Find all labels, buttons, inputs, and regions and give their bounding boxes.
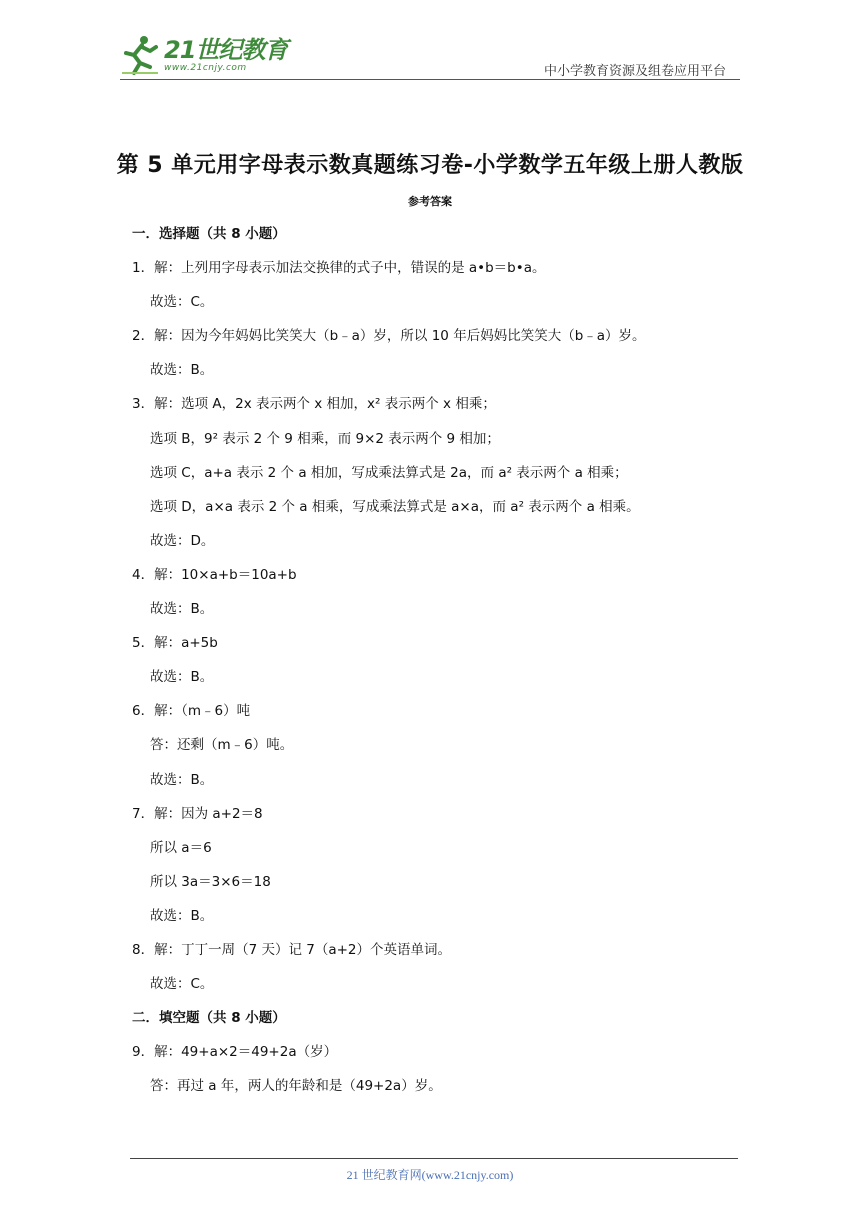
answer-line: 所以 3a＝3×6＝18 xyxy=(150,873,271,890)
answer-line: 故选：B。 xyxy=(150,362,214,379)
answer-line: 故选：C。 xyxy=(150,294,214,311)
answer-line: 选项 C，a+a 表示 2 个 a 相加，写成乘法算式是 2a，而 a² 表示两个 a 相乘； xyxy=(150,464,628,481)
logo-title: 21世纪教育 xyxy=(164,36,288,64)
runner-logo-icon xyxy=(120,33,160,77)
answer-line: 6．解：（m﹣6）吨 xyxy=(132,703,251,720)
answer-line: 9．解：49+a×2＝49+2a（岁） xyxy=(132,1044,338,1061)
answer-line: 故选：C。 xyxy=(150,976,214,993)
page-subtitle: 参考答案 xyxy=(408,195,452,208)
answer-line: 选项 B，9² 表示 2 个 9 相乘，而 9×2 表示两个 9 相加； xyxy=(150,430,500,447)
answer-line: 7．解：因为 a+2＝8 xyxy=(132,805,263,822)
answer-content xyxy=(132,222,752,1108)
answer-line: 答：还剩（m﹣6）吨。 xyxy=(150,737,294,754)
section-heading: 一．选择题（共 8 小题） xyxy=(132,226,286,242)
answer-line: 故选：B。 xyxy=(150,669,214,686)
answer-line: 故选：B。 xyxy=(150,601,214,618)
footer-divider xyxy=(130,1158,738,1159)
answer-line: 故选：B。 xyxy=(150,907,214,924)
answer-line: 5．解：a+5b xyxy=(132,635,218,652)
logo-url: www.21cnjy.com xyxy=(164,63,247,73)
answer-line: 答：再过 a 年，两人的年龄和是（49+2a）岁。 xyxy=(150,1078,442,1095)
answer-line: 4．解：10×a+b＝10a+b xyxy=(132,566,297,583)
section-heading: 二．填空题（共 8 小题） xyxy=(132,1010,286,1027)
answer-line: 选项 D，a×a 表示 2 个 a 相乘，写成乘法算式是 a×a，而 a² 表示两个 a 相乘。 xyxy=(150,498,640,515)
header-divider xyxy=(120,79,740,80)
answer-line: 8．解：丁丁一周（7 天）记 7（a+2）个英语单词。 xyxy=(132,941,452,958)
answer-line: 3．解：选项 A，2x 表示两个 x 相加，x² 表示两个 x 相乘； xyxy=(132,396,496,413)
platform-label: 中小学教育资源及组卷应用平台 xyxy=(543,64,726,79)
answer-line: 故选：D。 xyxy=(150,532,215,549)
answer-line: 故选：B。 xyxy=(150,771,214,788)
answer-line: 所以 a＝6 xyxy=(150,839,212,856)
page-title: 第 5 单元用字母表示数真题练习卷-小学数学五年级上册人教版 xyxy=(116,153,744,178)
answer-line: 1．解：上列用字母表示加法交换律的式子中，错误的是 a•b＝b•a。 xyxy=(132,260,546,277)
page-header xyxy=(120,32,740,80)
logo xyxy=(120,32,287,78)
answer-line: 2．解：因为今年妈妈比笑笑大（b﹣a）岁，所以 10 年后妈妈比笑笑大（b﹣a）岁。 xyxy=(132,328,646,345)
footer-link[interactable]: 21 世纪教育网(www.21cnjy.com) xyxy=(346,1168,514,1182)
